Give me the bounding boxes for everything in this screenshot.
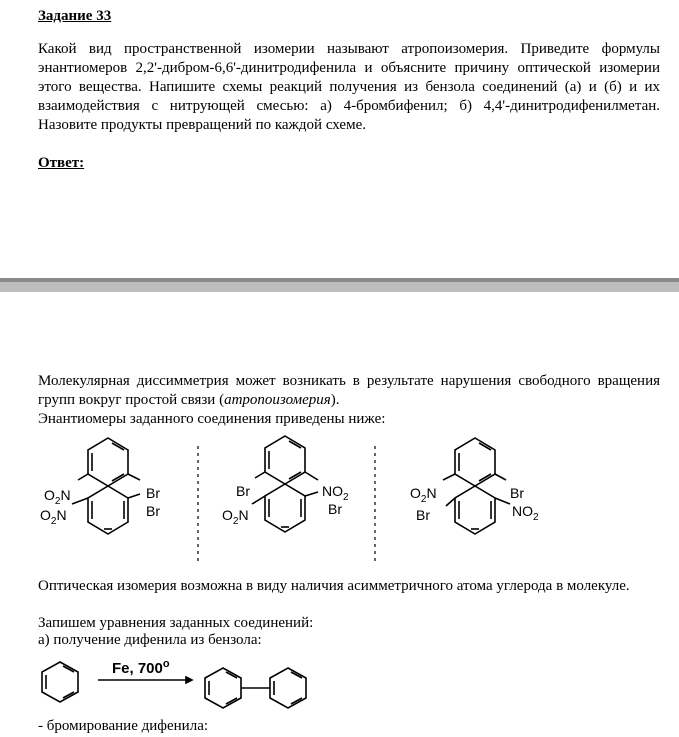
task-title: Задание 33 <box>38 8 112 24</box>
s2-br-left: Br <box>236 483 250 499</box>
structure-2 <box>252 436 318 532</box>
s1-br-bottom: Br <box>146 503 160 519</box>
s1-o2n-bottom: $O_2N$ <box>40 507 67 527</box>
s3-no2: $NO_2$ <box>512 503 539 523</box>
solution-paragraph-2: Энантиомеры заданного соединения приведены ниже: <box>38 411 386 427</box>
term-atropisomerism: атропоизомерия <box>224 392 331 408</box>
structure-3 <box>443 438 510 534</box>
solution-paragraph-1: Молекулярная диссимметрия может возникать в результате нарушения свободного вращения групп вокруг простой связи (атропоизомерия). <box>38 373 660 408</box>
solution-paragraph-4: Запишем уравнения заданных соединений: <box>38 615 314 631</box>
s3-o2n: $O_2N$ <box>410 485 437 505</box>
page-top <box>0 0 679 278</box>
s3-br-right: Br <box>510 485 524 501</box>
biphenyl-product <box>205 668 306 708</box>
page-separator <box>0 278 679 292</box>
reaction-reagent: Fe, 700$^o$ <box>112 658 170 677</box>
s3-br-left: Br <box>416 507 430 523</box>
s1-br-top: Br <box>146 485 160 501</box>
solution-paragraph-5: а) получение дифенила из бензола: <box>38 632 262 648</box>
solution-paragraph-6: - бромирование дифенила: <box>38 718 209 734</box>
solution-paragraph-3: Оптическая изомерия возможна в виду наличия асимметричного атома углерода в молекуле. <box>38 578 630 594</box>
task-question: Какой вид пространственной изомерии называют атропоизомерия. Приведите формулы энантиомеров 2,2'-дибром-6,6'-динитродифенила и объясните причину оптической изомерии этого вещества. Напишите схемы реакций получения из бензола соединений (а) и (б) и их взаимодействия с нитрующей смесью: а) 4-бромбифенил; б) 4,4'-динитродифенилметан. Назовите продукты превращений по каждой схеме. <box>38 41 660 133</box>
reaction-scheme <box>0 650 679 720</box>
s2-no2: $NO_2$ <box>322 483 349 503</box>
s2-br-right: Br <box>328 501 342 517</box>
answer-label: Ответ: <box>38 155 85 171</box>
benzene-reactant <box>42 662 78 702</box>
s2-o2n: $O_2N$ <box>222 507 249 527</box>
enantiomer-structures <box>0 428 679 578</box>
structure-1 <box>72 438 140 534</box>
s1-o2n-top: $O_2N$ <box>44 487 71 507</box>
